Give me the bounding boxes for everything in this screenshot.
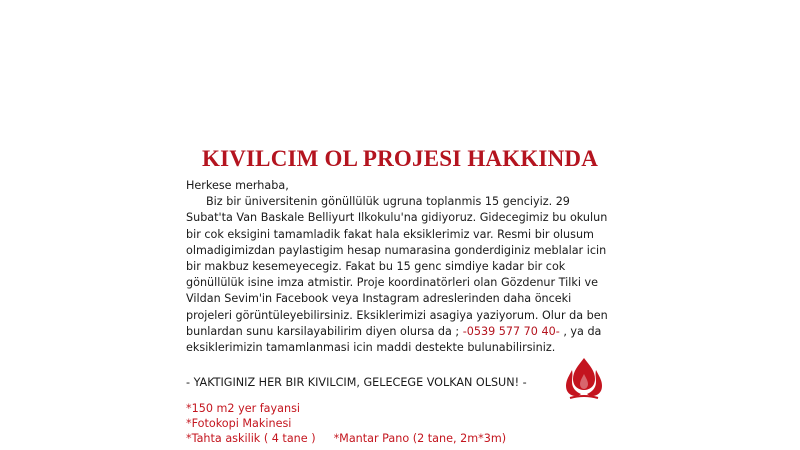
document-title: KIVILCIM OL PROJESI HAKKINDA (201, 146, 599, 171)
needs-item: *Mantar Pano (2 tane, 2m*3m) (333, 431, 507, 445)
main-paragraph (186, 194, 616, 356)
needs-item: *Tahta askilik ( 4 tane ) (186, 431, 316, 445)
needs-item: *150 m2 yer fayansi (186, 402, 301, 415)
main-paragraph-end: , ya da eksiklerimizin tamamlanmasi icin maddi destekte bulunabilirsiniz. (186, 324, 602, 355)
greeting: Herkese merhaba, (186, 179, 289, 192)
slogan: - YAKTIGINIZ HER BIR KIVILCIM, GELECEGE VOLKAN OLSUN! - (186, 376, 527, 389)
phone-number: -0539 577 70 40- (462, 324, 560, 338)
needs-item: *Fotokopi Makinesi (186, 416, 292, 430)
flame-icon (564, 356, 604, 400)
document-body (186, 178, 616, 356)
needs-list (186, 402, 506, 446)
needs-row (186, 432, 506, 447)
main-paragraph-text: Biz bir üniversitenin gönüllülük ugruna toplanmis 15 genciyiz. 29 Subat'ta Van Baskale Belliyurt Ilkokulu'na gidiyoruz. Gidecegimiz bu okulun bir cok eksigini tamamladik fakat hala eksiklerimiz var. Resmi bir olusum olmadigimizdan paylastigim hesap numarasina gonderdiginiz meblalar icin bir makbuz kesemeyecegiz. Fakat bu 15 genc simdiye kadar bir cok gönüllülük isine imza atmistir. Proje koordinatörleri olan Gözdenur Tilki ve Vildan Sevim'in Facebook veya Instagram adreslerinden daha önceki projeleri görüntüleyebilirsiniz. Eksiklerimizi asagiya yaziyorum. Olur da ben bunlardan sunu karsilayabilirim diyen olursa da ; (186, 195, 608, 338)
